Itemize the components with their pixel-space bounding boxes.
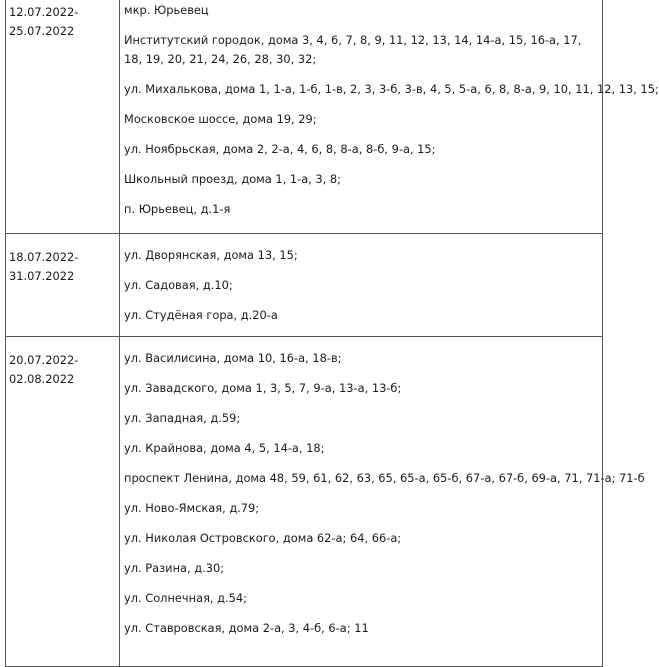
table-row — [6, 0, 603, 234]
address-line: ул. Разина, д.30; — [124, 561, 225, 575]
date-end: 02.08.2022 — [9, 372, 75, 386]
address-line: ул. Ноябрьская, дома 2, 2-а, 4, 6, 8, 8-а, 8-б, 9-а, 15; — [124, 142, 436, 156]
address-cell — [120, 0, 659, 234]
date-end: 25.07.2022 — [9, 24, 75, 38]
address-line: ул. Василисина, дома 10, 16-а, 18-в; — [124, 351, 342, 365]
table-row — [6, 234, 603, 337]
address-line: ул. Николая Островского, дома 62-а; 64, 66-а; — [124, 531, 402, 545]
address-line: мкр. Юрьевец — [124, 3, 209, 17]
date-cell — [6, 0, 120, 234]
date-cell — [6, 234, 120, 337]
address-line: ул. Студёная гора, д.20-а — [124, 308, 278, 322]
address-line: проспект Ленина, дома 48, 59, 61, 62, 63, 65, 65-а, 65-б, 67-а, 67-б, 69-а, 71, 71-а; 71-б — [124, 471, 645, 485]
address-line: ул. Дворянская, дома 13, 15; — [124, 248, 298, 262]
table-row — [6, 337, 603, 667]
address-cell — [120, 234, 603, 337]
date-cell — [6, 337, 120, 667]
address-line: ул. Михалькова, дома 1, 1-а, 1-б, 1-в, 2, 3, 3-б, 3-в, 4, 5, 5-а, 6, 8, 8-а, 9, 10, 11, 12, 13, 15; — [124, 82, 659, 96]
address-line: ул. Солнечная, д.54; — [124, 591, 247, 605]
address-line: Школьный проезд, дома 1, 1-а, 3, 8; — [124, 172, 341, 186]
address-line: ул. Ставровская, дома 2-а, 3, 4-б, 6-а; 11 — [124, 621, 369, 635]
date-start: 20.07.2022- — [9, 353, 79, 367]
address-line: ул. Садовая, д.10; — [124, 278, 233, 292]
address-line: ул. Западная, д.59; — [124, 411, 241, 425]
address-line: Московское шоссе, дома 19, 29; — [124, 112, 317, 126]
address-cell — [120, 337, 645, 667]
address-line: п. Юрьевец, д.1-я — [124, 202, 231, 216]
address-line: Институтский городок, дома 3, 4, 6, 7, 8, 9, 11, 12, 13, 14, 14-а, 15, 16-а, 17, 18, 19, 20, 21, 24, 26, 28, 30, 32; — [124, 33, 582, 66]
schedule-table — [5, 0, 659, 667]
address-line: ул. Завадского, дома 1, 3, 5, 7, 9-а, 13-а, 13-б; — [124, 381, 402, 395]
address-line: ул. Ново-Ямская, д.79; — [124, 501, 260, 515]
date-end: 31.07.2022 — [9, 269, 75, 283]
address-line: ул. Крайнова, дома 4, 5, 14-а, 18; — [124, 441, 325, 455]
date-start: 18.07.2022- — [9, 250, 79, 264]
date-start: 12.07.2022- — [9, 5, 79, 19]
